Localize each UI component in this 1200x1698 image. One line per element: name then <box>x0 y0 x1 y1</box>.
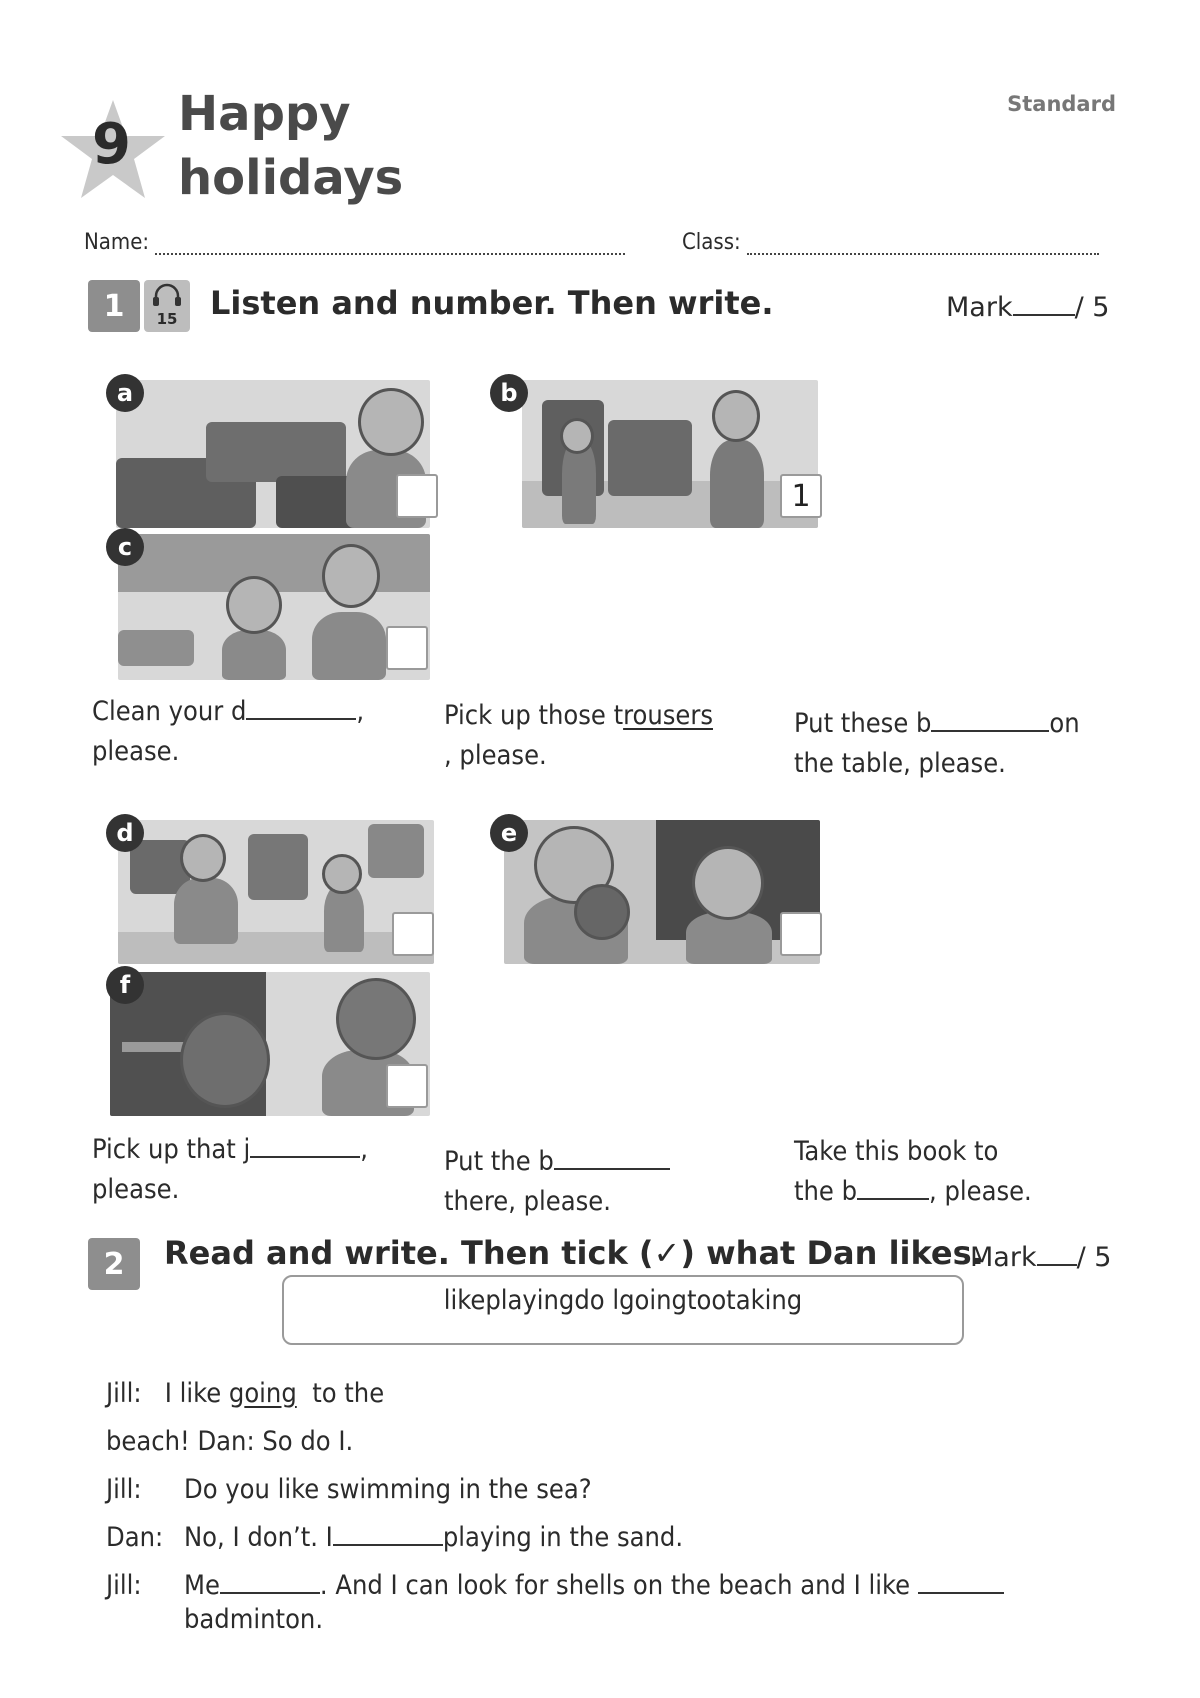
picture-f-number-box[interactable] <box>386 1064 428 1108</box>
word-box: likeplayingdo lgoingtootaking <box>282 1275 964 1345</box>
dialogue-line-6: badminton. <box>184 1604 324 1635</box>
dialogue-line-1: Jill: I like going to the <box>106 1378 385 1409</box>
picture-c-number-box[interactable] <box>386 626 428 670</box>
caption-c: Put these b on the table, please. <box>794 708 1080 779</box>
page-title-line2: holidays <box>178 150 404 206</box>
dialogue-line-4: Dan: No, I don’t. I playing in the sand. <box>106 1522 684 1553</box>
blank-e[interactable] <box>554 1146 670 1170</box>
section-2-mark: Mark / 5 <box>970 1242 1112 1273</box>
picture-a-number-box[interactable] <box>396 474 438 518</box>
name-field[interactable] <box>155 235 625 255</box>
picture-b <box>522 380 818 528</box>
class-field[interactable] <box>747 235 1099 255</box>
blank-f[interactable] <box>857 1176 929 1200</box>
section-2-number: 2 <box>88 1238 140 1290</box>
blank-c[interactable] <box>931 708 1049 732</box>
name-class-row <box>84 230 1118 255</box>
picture-b-number-box[interactable]: 1 <box>780 474 822 518</box>
caption-b: Pick up those trousers , please. <box>444 700 713 771</box>
dialogue-blank-4[interactable] <box>918 1570 1004 1594</box>
picture-d-number-box[interactable] <box>392 912 434 956</box>
class-label: Class: <box>681 230 741 255</box>
audio-track-number: 15 <box>156 310 178 328</box>
blank-b-filled[interactable]: rousers <box>623 700 713 731</box>
section-1-title: Listen and number. Then write. <box>210 284 774 322</box>
picture-b-letter: b <box>490 374 528 412</box>
headphones-icon <box>144 280 190 310</box>
name-label: Name: <box>84 230 150 255</box>
unit-number: 9 <box>92 112 131 177</box>
audio-track-badge <box>144 280 190 332</box>
picture-e <box>504 820 820 964</box>
picture-c-letter: c <box>106 528 144 566</box>
picture-f-letter: f <box>106 966 144 1004</box>
caption-e: Put the b there, please. <box>444 1142 774 1222</box>
picture-c <box>118 534 430 680</box>
page-title-line1: Happy <box>178 86 351 142</box>
section-1-mark: Mark / 5 <box>946 292 1110 323</box>
picture-a-letter: a <box>106 374 144 412</box>
section-1-mark-field[interactable] <box>1013 290 1075 316</box>
blank-d[interactable] <box>250 1134 360 1158</box>
section-2-title: Read and write. Then tick (✓) what Dan likes. <box>164 1234 984 1272</box>
section-2-mark-field[interactable] <box>1037 1240 1077 1266</box>
dialogue-line-5: Jill: Me . And I can look for shells on the beach and I like <box>106 1570 1116 1601</box>
dialogue-blank-2[interactable] <box>333 1522 443 1546</box>
dialogue-line-3: Jill: Do you like swimming in the sea? <box>106 1474 592 1505</box>
caption-d: Pick up that j , please. <box>92 1134 368 1205</box>
picture-e-number-box[interactable] <box>780 912 822 956</box>
dialogue-blank-1-filled[interactable]: oing <box>244 1378 297 1409</box>
caption-a: Clean your d , please. <box>92 696 365 767</box>
picture-d <box>118 820 434 964</box>
picture-a <box>116 380 430 528</box>
picture-d-letter: d <box>106 814 144 852</box>
blank-a[interactable] <box>246 696 356 720</box>
section-1-number: 1 <box>88 280 140 332</box>
caption-f: Take this book to the b , please. <box>794 1136 1032 1207</box>
dialogue-blank-3[interactable] <box>220 1570 320 1594</box>
picture-e-letter: e <box>490 814 528 852</box>
dialogue-line-2: beach! Dan: So do I. <box>106 1426 354 1457</box>
level-label: Standard <box>1007 92 1116 116</box>
picture-f <box>110 972 430 1116</box>
